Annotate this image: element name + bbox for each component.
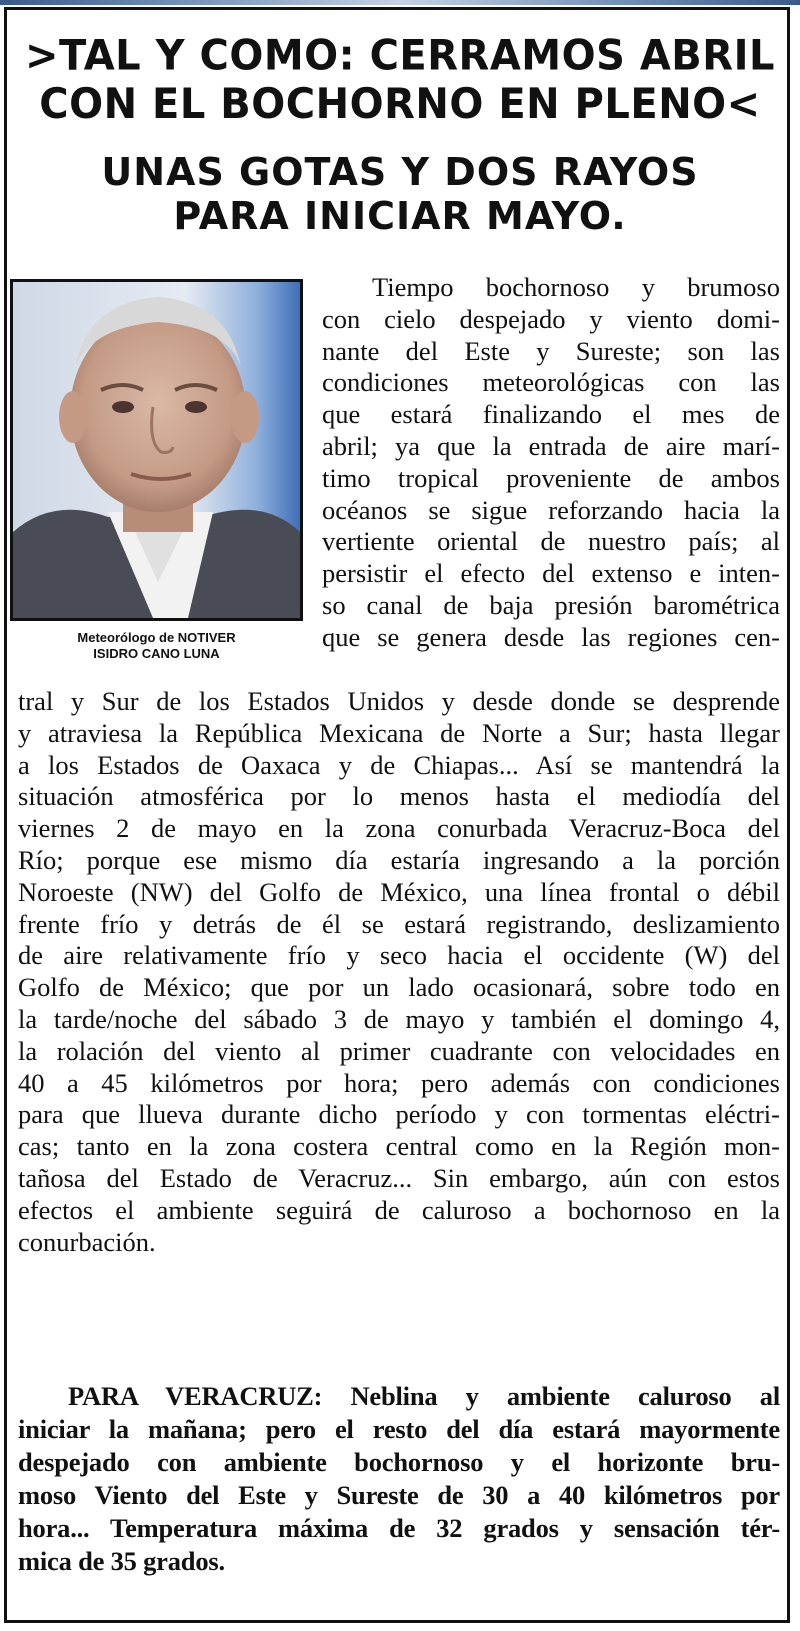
caption-line-1: Meteorólogo de NOTIVER <box>77 630 236 645</box>
body-line: frente frío y detrás de él se estará registrando, deslizamiento <box>18 908 780 939</box>
body-line: con cielo despejado y viento domi- <box>322 303 780 334</box>
body-line: para que llueva durante dicho período y con tormentas eléctri- <box>18 1099 780 1130</box>
subheadline-line-2: PARA INICIAR MAYO. <box>173 194 627 238</box>
body-line: condiciones meteorológicas con las <box>322 367 780 398</box>
forecast-line: mica de 35 grados. <box>18 1546 225 1576</box>
forecast-line: iniciar la mañana; pero el resto del día estará mayormente <box>18 1414 780 1444</box>
article-body-right-column <box>322 272 780 654</box>
photo-caption <box>10 630 303 662</box>
subheadline <box>0 150 800 238</box>
body-line: que se genera desde las regiones cen- <box>322 621 780 652</box>
body-line: Golfo de México; que por un lado ocasionará, sobre todo en <box>18 972 780 1003</box>
body-line: viernes 2 de mayo en la zona conurbada Veracruz-Boca del <box>18 813 780 844</box>
body-line: de aire relativamente frío y seco hacia el occidente (W) del <box>18 940 780 971</box>
body-line: conurbación. <box>18 1226 156 1257</box>
body-line: efectos el ambiente seguirá de caluroso a bochornoso en la <box>18 1194 780 1225</box>
body-line: la rolación del viento al primer cuadrante con velocidades en <box>18 1035 780 1066</box>
forecast-line: PARA VERACRUZ: Neblina y ambiente caluroso al <box>68 1381 780 1411</box>
body-line: cas; tanto en la zona costera central como en la Región mon- <box>18 1131 780 1162</box>
headline-line-1: >TAL Y COMO: CERRAMOS ABRIL <box>25 31 775 80</box>
article-body-full-width <box>18 686 780 1258</box>
forecast-veracruz <box>18 1380 780 1578</box>
subheadline-line-1: UNAS GOTAS Y DOS RAYOS <box>101 150 699 194</box>
top-image-strip <box>0 0 800 5</box>
forecast-line: despejado con ambiente bochornoso y el horizonte bru- <box>18 1447 780 1477</box>
body-line: tral y Sur de los Estados Unidos y desde donde se desprende <box>18 686 780 716</box>
body-line: Tiempo bochornoso y brumoso <box>372 272 780 302</box>
body-line: Río; porque ese mismo día estaría ingresando a la porción <box>18 844 780 875</box>
headline <box>0 32 800 129</box>
caption-line-2: ISIDRO CANO LUNA <box>93 646 220 661</box>
meteorologist-photo <box>10 279 303 621</box>
body-line: 40 a 45 kilómetros por hora; pero además con condiciones <box>18 1067 780 1098</box>
body-line: abril; ya que la entrada de aire marí- <box>322 430 780 461</box>
body-line: vertiente oriental de nuestro país; al <box>322 526 780 557</box>
portrait-illustration <box>13 282 300 618</box>
body-line: que estará finalizando el mes de <box>322 399 780 430</box>
body-line: tañosa del Estado de Veracruz... Sin embargo, aún con estos <box>18 1162 780 1193</box>
body-line: situación atmosférica por lo menos hasta el mediodía del <box>18 781 780 812</box>
body-line: timo tropical proveniente de ambos <box>322 462 780 493</box>
body-line: y atraviesa la República Mexicana de Norte a Sur; hasta llegar <box>18 717 780 748</box>
body-line: Noroeste (NW) del Golfo de México, una línea frontal o débil <box>18 876 780 907</box>
forecast-line: hora... Temperatura máxima de 32 grados y sensación tér- <box>18 1513 780 1543</box>
body-line: so canal de baja presión barométrica <box>322 589 780 620</box>
body-line: persistir el efecto del extenso e inten- <box>322 558 780 589</box>
forecast-line: moso Viento del Este y Sureste de 30 a 40 kilómetros por <box>18 1480 780 1510</box>
body-line: océanos se sigue reforzando hacia la <box>322 494 780 525</box>
body-line: la tarde/noche del sábado 3 de mayo y también el domingo 4, <box>18 1003 780 1034</box>
body-line: a los Estados de Oaxaca y de Chiapas... Así se mantendrá la <box>18 749 780 780</box>
body-line: nante del Este y Sureste; son las <box>322 335 780 366</box>
headline-line-2: CON EL BOCHORNO EN PLENO< <box>39 80 761 129</box>
